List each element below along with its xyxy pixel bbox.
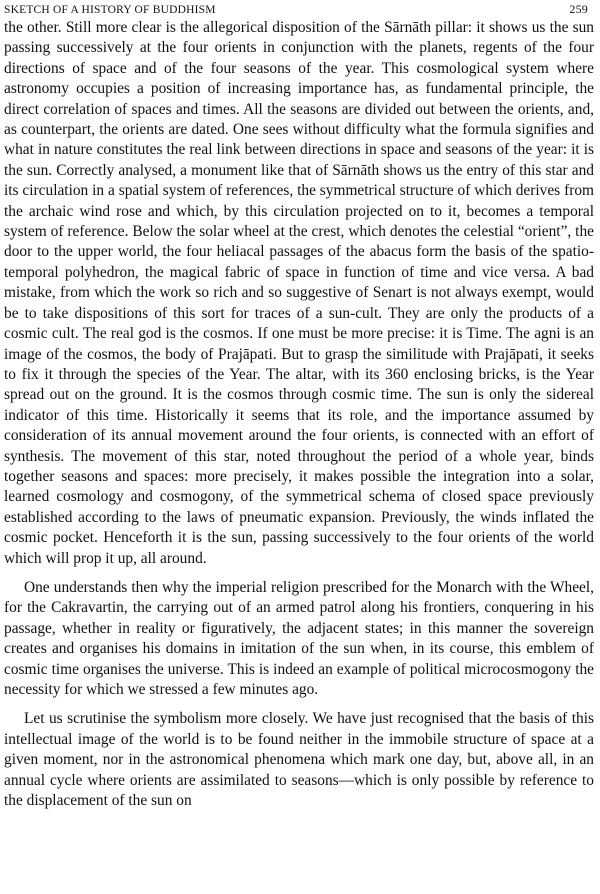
paragraph-3: Let us scrutinise the symbolism more closely. We have just recognised that the basis of this intellectual image of the world is to be found neither in the immobile structure of space at a given moment, nor in the astronomical phenomena which mark one day, but, above all, in an annual cycle where orients are assimilated to seasons—which is only possible by reference to the displacement of the sun on [4,710,594,810]
text-body [4,18,594,811]
paragraph-2: One understands then why the imperial religion prescribed for the Monarch with the Wheel, for the Cakravartin, the carrying out of an armed patrol along his frontiers, conquering in his passage, whether in reality or figuratively, the adjacent states; in this manner the sovereign creates and organises his domains in imitation of the sun when, in its course, this emblem of cosmic time organises the universe. This is indeed an example of political microcosmogony the necessity for which we stressed a few minutes ago. [4,578,594,698]
paragraph-1: the other. Still more clear is the allegorical disposition of the Sārnāth pillar: it shows us the sun passing successively at the four orients in conjunction with the planets, regents of the four directions of space and of the four seasons of the year. This cosmological system where astronomy occupies a position of increasing importance has, as fundamental principle, the direct correlation of spaces and times. All the seasons are divided out between the orients, and, as counterpart, the orients are dated. One sees without difficulty what the formula signifies and what in nature constitutes the real link between directions in space and seasons of the year: it is the sun. Correctly analysed, a monument like that of Sārnāth shows us the entry of this star and its circulation in a spatial system of references, the symmetrical structure of which derives from the archaic wind rose and which, by this circulation projected on to it, becomes a temporal system of reference. Below the solar wheel at the crest, which denotes the celestial “orient”, the door to the upper world, the four heliacal passages of the abacus form the basis of the spatio-temporal polyhedron, the magical fabric of space in function of time and vice versa. A bad mistake, from which the work so rich and so suggestive of Senart is not always exempt, would be to take dispositions of this sort for traces of a sun-cult. They are only the products of a cosmic cult. The real god is the cosmos. If one must be more precise: it is Time. The agni is an image of the cosmos, the body of Prajāpati. But to grasp the similitude with Prajāpati, it seeks to fix it through the species of the Year. The altar, with its 360 enclosing bricks, is the Year spread out on the ground. It is the cosmos through cosmic time. The sun is only the sidereal indicator of this time. Historically it seems that its role, and the importance assumed by consideration of its annual movement around the four orients, is connected with an effort of synthesis. The movement of this star, noted throughout the period of a whole year, binds together seasons and spaces: more precisely, it makes possible the integration into a solar, learned cosmology and cosmogony, of the symmetrical schema of closed space previously established according to the laws of pneumatic expansion. Previously, the winds inflated the cosmic pocket. Henceforth it is the sun, passing successively to the four orients of the world which will prop it up, all around. [4,19,594,567]
running-head [4,2,588,18]
page-number: 259 [569,2,588,16]
running-title: SKETCH OF A HISTORY OF BUDDHISM [4,4,216,16]
